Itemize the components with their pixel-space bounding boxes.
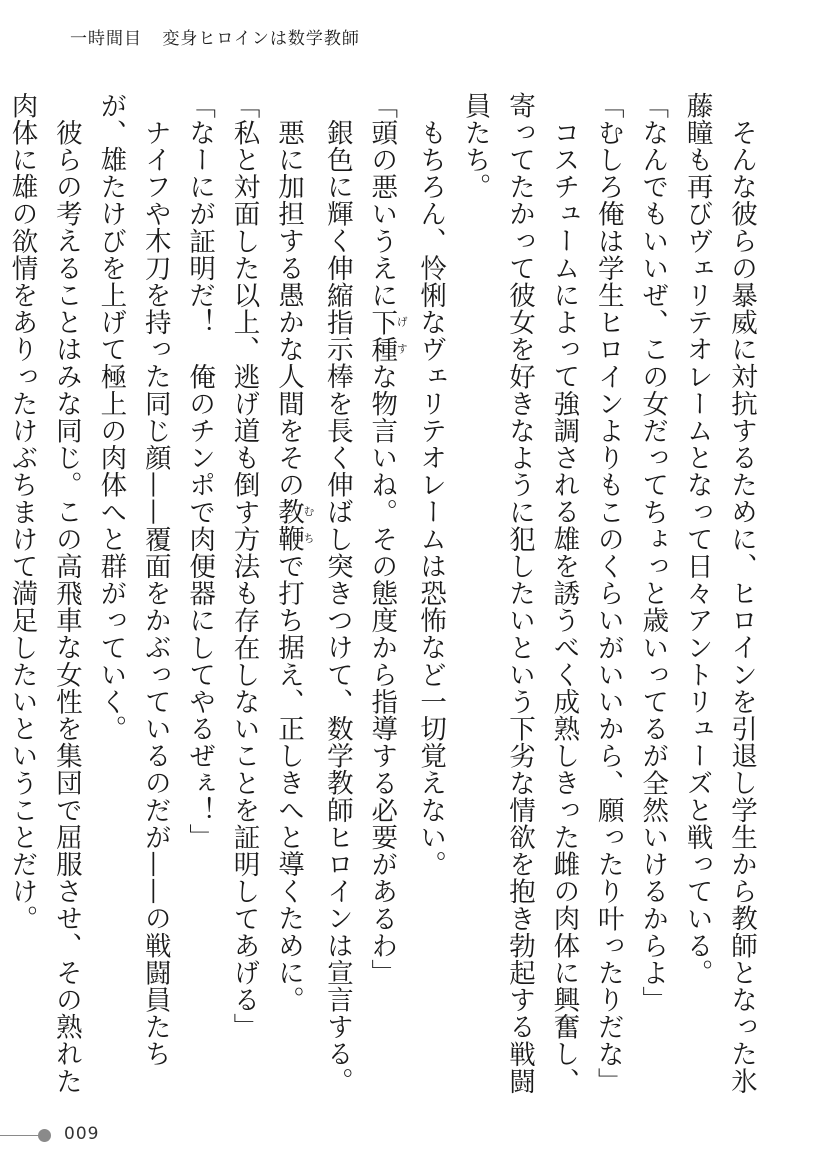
text-run: 「頭の悪いうえに <box>366 92 398 309</box>
dialogue-line: 「なーにが証明だ！ 俺のチンポで肉便器にしてやるぜぇ！」 <box>184 92 216 851</box>
ruby-annotation <box>366 308 409 364</box>
ruby-base: 下種 <box>366 308 398 364</box>
paragraph: ナイフや木刀を持った同じ顔——覆面をかぶっているのだが——の戦闘員たちが、雄たけびを上げて極上の肉体へと群がっていく。 <box>95 92 171 1067</box>
paragraph: もちろん、怜悧なヴェリテオレームは恐怖など一切覚えない。 <box>415 118 447 878</box>
footer-dot-icon <box>38 1129 51 1142</box>
dialogue-line: 「むしろ俺は学生ヒロインよりもこのくらいがいいから、願ったり叶ったりだな」 <box>592 92 624 1095</box>
ruby-reading: むち <box>301 497 315 553</box>
paragraph <box>266 92 315 1112</box>
page-footer <box>0 1124 140 1148</box>
ruby-reading: げす <box>395 308 409 364</box>
footer-rule <box>0 1135 40 1136</box>
text-run: な物言いね。その態度から指導する必要があるわ」 <box>366 363 398 987</box>
ruby-annotation <box>272 497 315 553</box>
ruby-base: 教鞭 <box>272 497 304 553</box>
dialogue-line: 「私と対面した以上、逃げ道も倒す方法も存在しないことを証明してあげる」 <box>228 92 260 1041</box>
vertical-body-text <box>6 92 763 1112</box>
dialogue-line: 「なんでもいいぜ、この女だってちょっと歳いってるが全然いけるからよ」 <box>637 92 669 1014</box>
page-number: 009 <box>64 1124 100 1144</box>
paragraph: コスチュームによって強調される雄を誘うべく成熟しきった雌の肉体に興奮し、寄ってたかって彼女を好きなように犯したいという下劣な情欲を抱き勃起する戦闘員たち。 <box>459 92 580 1095</box>
text-run: で打ち据え、正しきへと導くために。 <box>272 552 304 1013</box>
paragraph: 銀色に輝く伸縮指示棒を長く伸ばし突きつけて、数学教師ヒロインは宣言する。 <box>321 118 353 1095</box>
chapter-label: 一時間目 <box>70 29 142 49</box>
paragraph: そんな彼らの暴威に対抗するために、ヒロインを引退し学生から教師となった氷藤瞳も再びヴェリテオレームとなって日々アントリューズと戦っている。 <box>681 92 757 1095</box>
dialogue-line <box>359 92 408 1112</box>
running-header <box>70 24 360 49</box>
text-run: 悪に加担する愚かな人間をその <box>272 118 304 498</box>
chapter-title: 変身ヒロインは数学教師 <box>162 29 360 49</box>
paragraph: 彼らの考えることはみな同じ。この高飛車な女性を集団で屈服させ、その熟れた肉体に雄の欲情をありったけぶちまけて満足したいということだけ。 <box>6 92 82 1095</box>
